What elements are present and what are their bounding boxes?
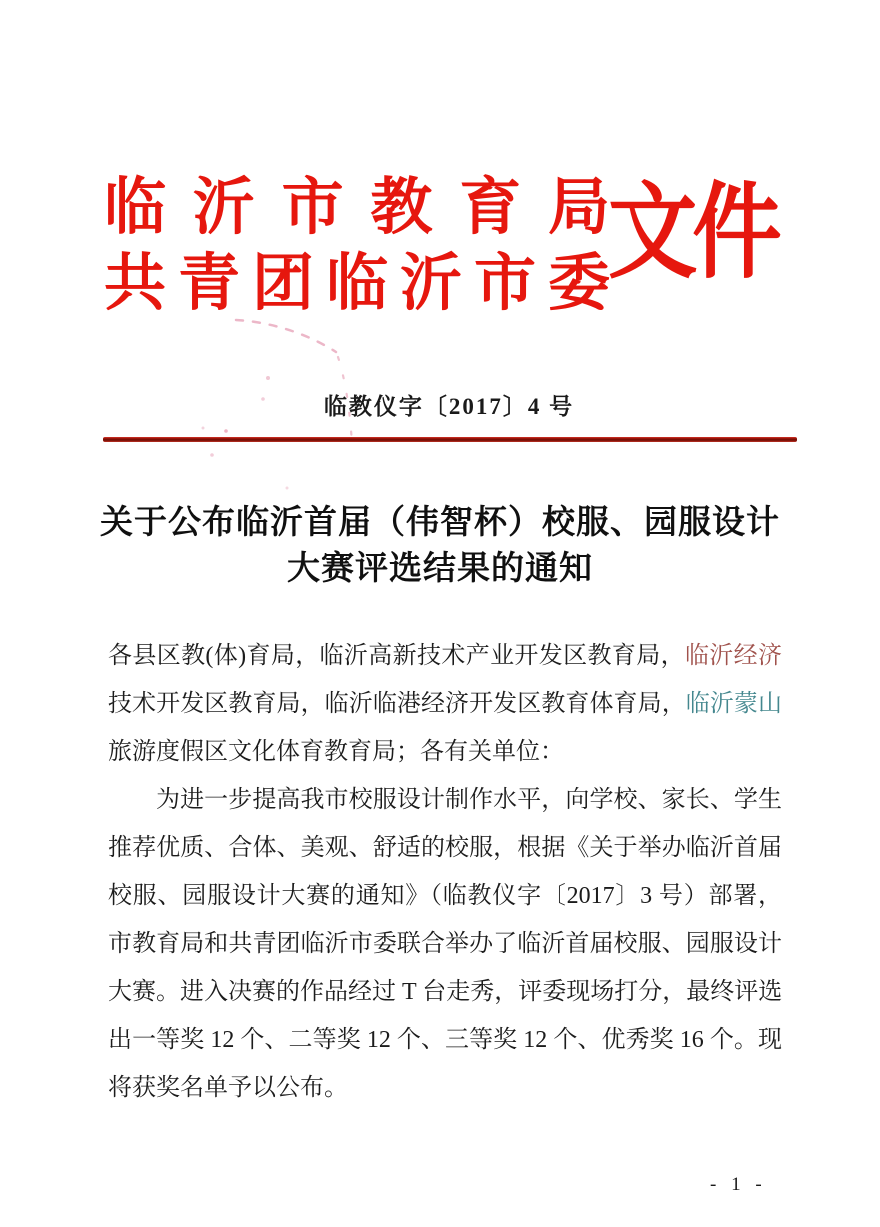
document-title-line-2: 大赛评选结果的通知 <box>287 549 593 586</box>
body-line <box>108 632 782 680</box>
body-line: 校服、园服设计大赛的通知》（临教仪字〔2017〕3 号）部署， <box>108 883 782 909</box>
body-line: 出一等奖 12 个、二等奖 12 个、三等奖 12 个、优秀奖 16 个。现 <box>108 1027 782 1053</box>
body-line: 市教育局和共青团临沂市委联合举办了临沂首届校服、园服设计 <box>108 931 782 957</box>
issuer-line-2: 共青团临沂市委 <box>104 250 610 318</box>
issuer-line-1: 临沂市教育局 <box>104 174 610 242</box>
red-separator-rule <box>103 437 797 442</box>
document-title <box>60 499 820 591</box>
document-body <box>108 632 782 1112</box>
body-line: 大赛。进入决赛的作品经过 T 台走秀，评委现场打分，最终评选 <box>108 979 783 1005</box>
body-line: 推荐优质、合体、美观、舒适的校服，根据《关于举办临沂首届 <box>108 835 782 861</box>
document-title-line-1: 关于公布临沂首届（伟智杯）校服、园服设计 <box>100 503 780 540</box>
body-line-text-faded: 临沂经济 <box>684 643 783 669</box>
page-number: - 1 - <box>710 1174 767 1195</box>
letterhead <box>104 170 610 322</box>
body-line-text: 技术开发区教育局，临沂临港经济开发区教育体育局， <box>108 691 686 717</box>
body-line: 旅游度假区文化体育教育局；各有关单位： <box>108 739 564 765</box>
body-line-text-faded: 临沂蒙山 <box>685 691 783 717</box>
body-line-text: 各县区教(体)育局，临沂高新技术产业开发区教育局， <box>108 643 685 669</box>
document-reference-number: 临教仪字〔2017〕4 号 <box>323 394 575 419</box>
document-type-word: 文件 <box>608 176 777 291</box>
body-line <box>108 680 782 728</box>
body-line: 为进一步提高我市校服设计制作水平，向学校、家长、学生 <box>156 787 782 813</box>
body-line: 将获奖名单予以公布。 <box>108 1075 348 1101</box>
